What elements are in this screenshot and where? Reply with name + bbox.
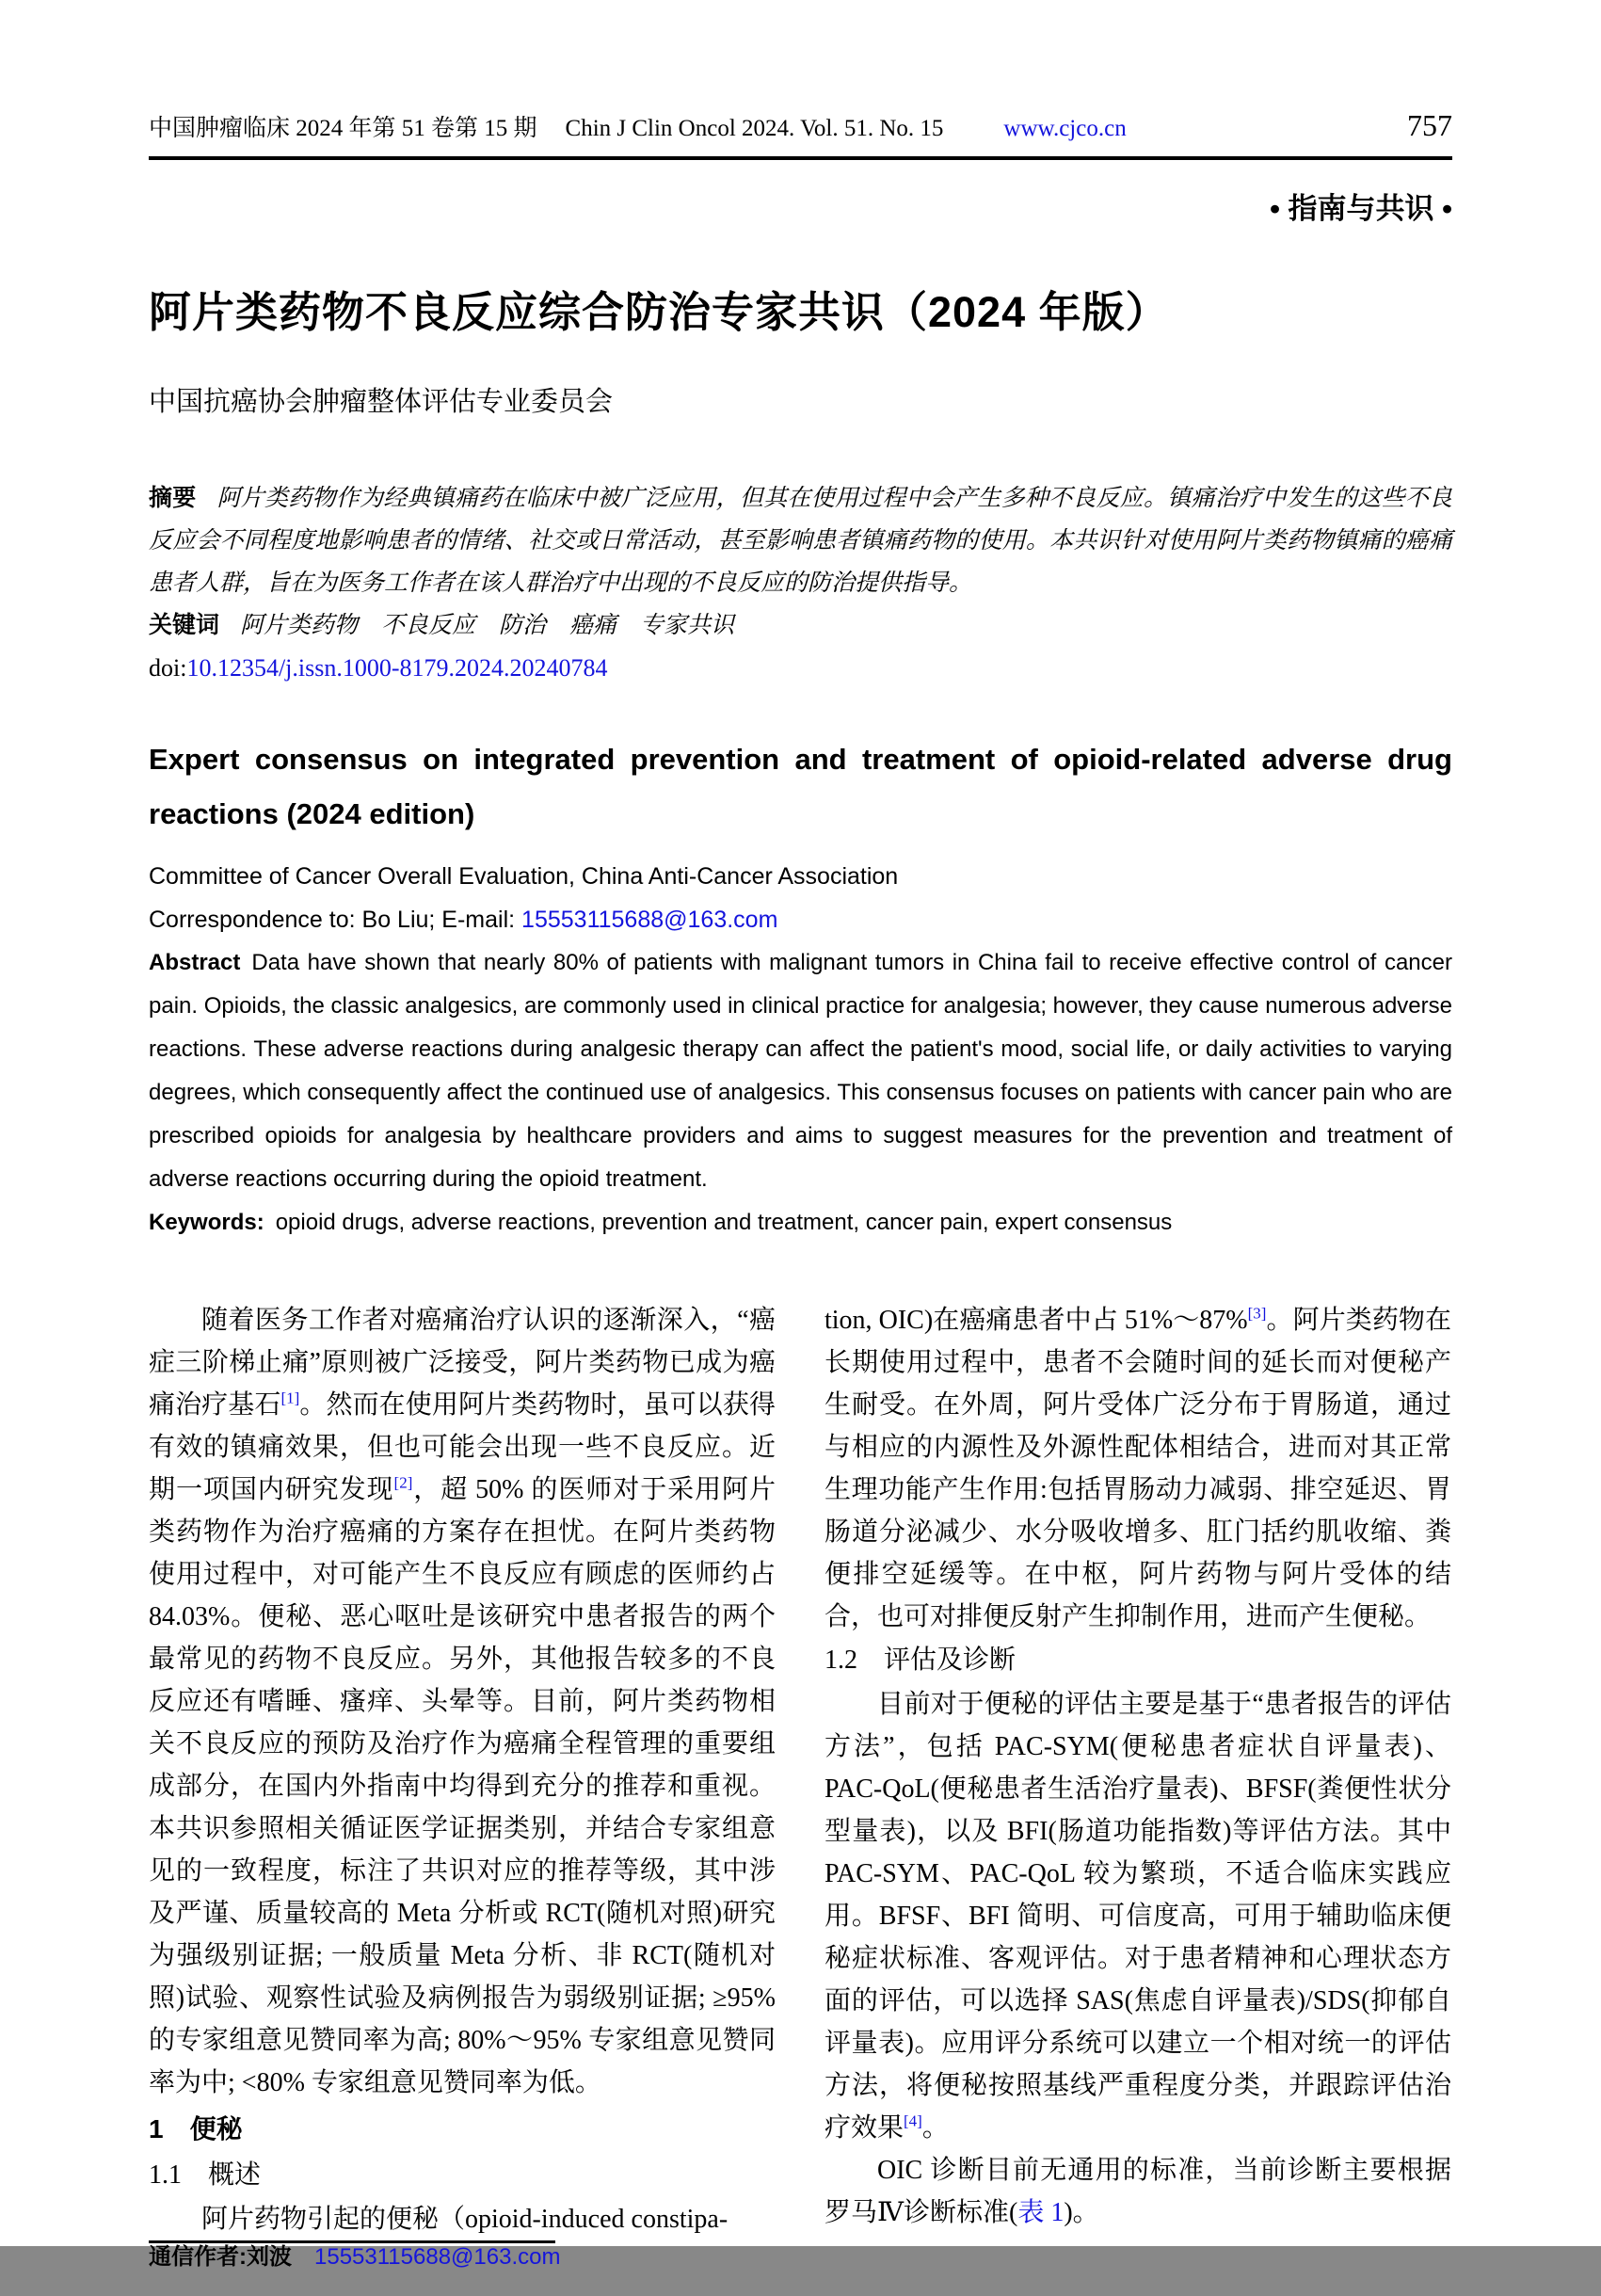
paragraph-text: ，超 50% 的医师对于采用阿片类药物作为治疗癌痛的方案存在担忧。在阿片类药物使用过程中，对可能产生不良反应有顾虑的医师约占 84.03%。便秘、恶心呕吐是该研究中患者报告的两个最常见的药物不良反应。另外，其他报告较多的不良反应还有嗜睡、瘙痒、头晕等。目前，阿片类药物相关不良反应的预防及治疗作为癌痛全程管理的重要组成部分，在国内外指南中均得到充分的推荐和重视。本共识参照相关循证医学证据类别，并结合专家组意见的一致程度，标注了共识对应的推荐等级，其中涉及严谨、质量较高的 Meta 分析或 RCT(随机对照)研究为强级别证据; 一般质量 Meta 分析、非 RCT(随机对照)试验、观察性试验及病例报告为弱级别证据; ≥95% 的专家组意见赞同率为高; 80%～95% 专家组意见赞同率为中; <80% 专家组意见赞同率为低。 [149, 1475, 776, 2097]
paragraph-text: 随着医务工作者对癌痛治疗认识的逐渐深入，“癌症三阶梯止痛”原则被广泛接受，阿片类药物已成为癌痛治疗基石 [149, 1306, 776, 1420]
doi-link[interactable]: 10.12354/j.issn.1000-8179.2024.20240784 [186, 654, 608, 682]
correspondence-email-link[interactable]: 15553115688@163.com [521, 907, 778, 933]
paragraph-text: 目前对于便秘的评估主要是基于“患者报告的评估方法”，包括 PAC-SYM(便秘患者症状自评量表)、PAC-QoL(便秘患者生活治疗量表)、BFSF(粪便性状分型量表)，以及 BFI(肠道功能指数)等评估方法。其中 PAC-SYM、PAC-QoL 较为繁琐，不适合临床实践应用。BFSF、BFI 简明、可信度高，可用于辅助临床便秘症状标准、客观评估。对于患者精神和心理状态方面的评估，可以选择 SAS(焦虑自评量表)/SDS(抑郁自评量表)。应用评分系统可以建立一个相对统一的评估方法，将便秘按照基线严重程度分类，并跟踪评估治疗效果 [825, 1690, 1451, 2143]
keywords-label-en: Keywords: [149, 1210, 264, 1235]
paragraph-assessment [825, 1683, 1451, 2149]
committee-en: Committee of Cancer Overall Evaluation, China Anti-Cancer Association [149, 863, 899, 890]
keywords-zh: 阿片类药物 不良反应 防治 癌痛 专家共识 [240, 613, 735, 638]
paragraph-text: tion, OIC)在癌痛患者中占 51%～87% [825, 1306, 1248, 1335]
paragraph-intro [149, 1299, 776, 2104]
paragraph-oic-continued [825, 1299, 1451, 1638]
article-title-zh: 阿片类药物不良反应综合防治专家共识（2024 年版） [149, 288, 1169, 336]
keywords-en: opioid drugs, adverse reactions, prevention and treatment, cancer pain, expert consensus [275, 1210, 1173, 1235]
section-heading-1-2: 1.2 评估及诊断 [825, 1646, 1017, 1675]
abstract-paragraph-zh [149, 477, 1452, 604]
body-columns [149, 1299, 1452, 2289]
footnote [149, 2240, 776, 2296]
keywords-line-zh [149, 604, 1452, 647]
article-title-en: Expert consensus on integrated prevention and treatment of opioid-related adverse drug reactions (2024 edition) [149, 743, 1452, 830]
citation-ref-2[interactable]: [2] [393, 1473, 413, 1492]
journal-header [149, 108, 1452, 227]
corresponding-author-label: 通信作者:刘波 [149, 2244, 292, 2270]
article-en [149, 732, 1452, 1244]
corresponding-author-email-link[interactable]: 15553115688@163.com [314, 2244, 561, 2270]
paragraph-text: )。 [1064, 2198, 1099, 2227]
abstract-text-en: Data have shown that nearly 80% of patients with malignant tumors in China fail to receive effective control of cancer pain. Opioids, the classic analgesics, are commonly used in clinical practice for analgesia; however, they cause numerous adverse reactions. These adverse reactions during analgesic therapy can affect the patient's mood, social life, or daily activities to varying degrees, which consequently affect the continued use of analgesics. This consensus focuses on patients with cancer pain who are prescribed opioids for analgesia by healthcare providers and aims to suggest measures for the prevention and treatment of adverse reactions occurring during the opioid treatment. [149, 950, 1452, 1192]
article-author-zh: 中国抗癌协会肿瘤整体评估专业委员会 [149, 387, 614, 417]
paragraph-text: 。 [921, 2113, 949, 2143]
column-left [149, 1299, 776, 2289]
page-number: 757 [1407, 108, 1452, 142]
section-tag: • 指南与共识 • [1270, 192, 1452, 225]
journal-title-zh: 中国肿瘤临床 2024 年第 51 卷第 15 期 [149, 116, 537, 141]
abstract-label-en: Abstract [149, 950, 241, 975]
correspondence-label: Correspondence to: Bo Liu; E-mail: [149, 907, 522, 933]
correspondence-line [149, 898, 1452, 941]
citation-ref-4[interactable]: [4] [904, 2111, 922, 2130]
section-heading-1: 1 便秘 [149, 2114, 243, 2143]
paragraph-constipation-start: 阿片药物引起的便秘（opioid-induced constipa- [201, 2205, 728, 2234]
paragraph-text: 。然而在使用阿片类药物时，虽可以获得有效的镇痛效果，但也可能会出现一些不良反应。近期一项国内研究发现 [149, 1390, 776, 1504]
paragraph-diagnosis [825, 2149, 1451, 2234]
paragraph-text: 。阿片类药物在长期使用过程中，患者不会随时间的延长而对便秘产生耐受。在外周，阿片受体广泛分布于胃肠道，通过与相应的内源性及外源性配体相结合，进而对其正常生理功能产生作用:包括胃肠动力减弱、排空延迟、胃肠道分泌减少、水分吸收增多、肛门括约肌收缩、粪便排空延缓等。在中枢，阿片药物与阿片受体的结合，也可对排便反射产生抑制作用，进而产生便秘。 [825, 1306, 1451, 1631]
journal-title-en: Chin J Clin Oncol 2024. Vol. 51. No. 15 [565, 116, 944, 141]
header-line [149, 108, 1452, 143]
doi-line [149, 647, 1452, 689]
citation-ref-1[interactable]: [1] [280, 1389, 300, 1407]
column-right [825, 1299, 1451, 2289]
corresponding-author-line [149, 2243, 776, 2272]
abstract-paragraph-en [149, 941, 1452, 1201]
abstract-zh [149, 477, 1452, 689]
keywords-line-en [149, 1201, 1452, 1244]
keywords-label-zh: 关键词 [149, 612, 220, 638]
abstract-label-zh: 摘要 [149, 485, 197, 511]
header-rule [149, 156, 1452, 160]
paragraph-text: OIC 诊断目前无通用的标准，当前诊断主要根据罗马Ⅳ诊断标准( [825, 2156, 1451, 2227]
abstract-text-zh: 阿片类药物作为经典镇痛药在临床中被广泛应用，但其在使用过程中会产生多种不良反应。镇痛治疗中发生的这些不良反应会不同程度地影响患者的情绪、社交或日常活动，甚至影响患者镇痛药物的使用。本共识针对使用阿片类药物镇痛的癌痛患者人群，旨在为医务工作者在该人群治疗中出现的不良反应的防治提供指导。 [149, 486, 1452, 596]
doi-label: doi: [149, 654, 187, 682]
table1-link[interactable]: 表 1 [1017, 2198, 1065, 2227]
section-heading-1-1: 1.1 概述 [149, 2160, 262, 2190]
journal-website-link[interactable]: www.cjco.cn [1003, 116, 1127, 141]
citation-ref-3[interactable]: [3] [1247, 1304, 1267, 1323]
